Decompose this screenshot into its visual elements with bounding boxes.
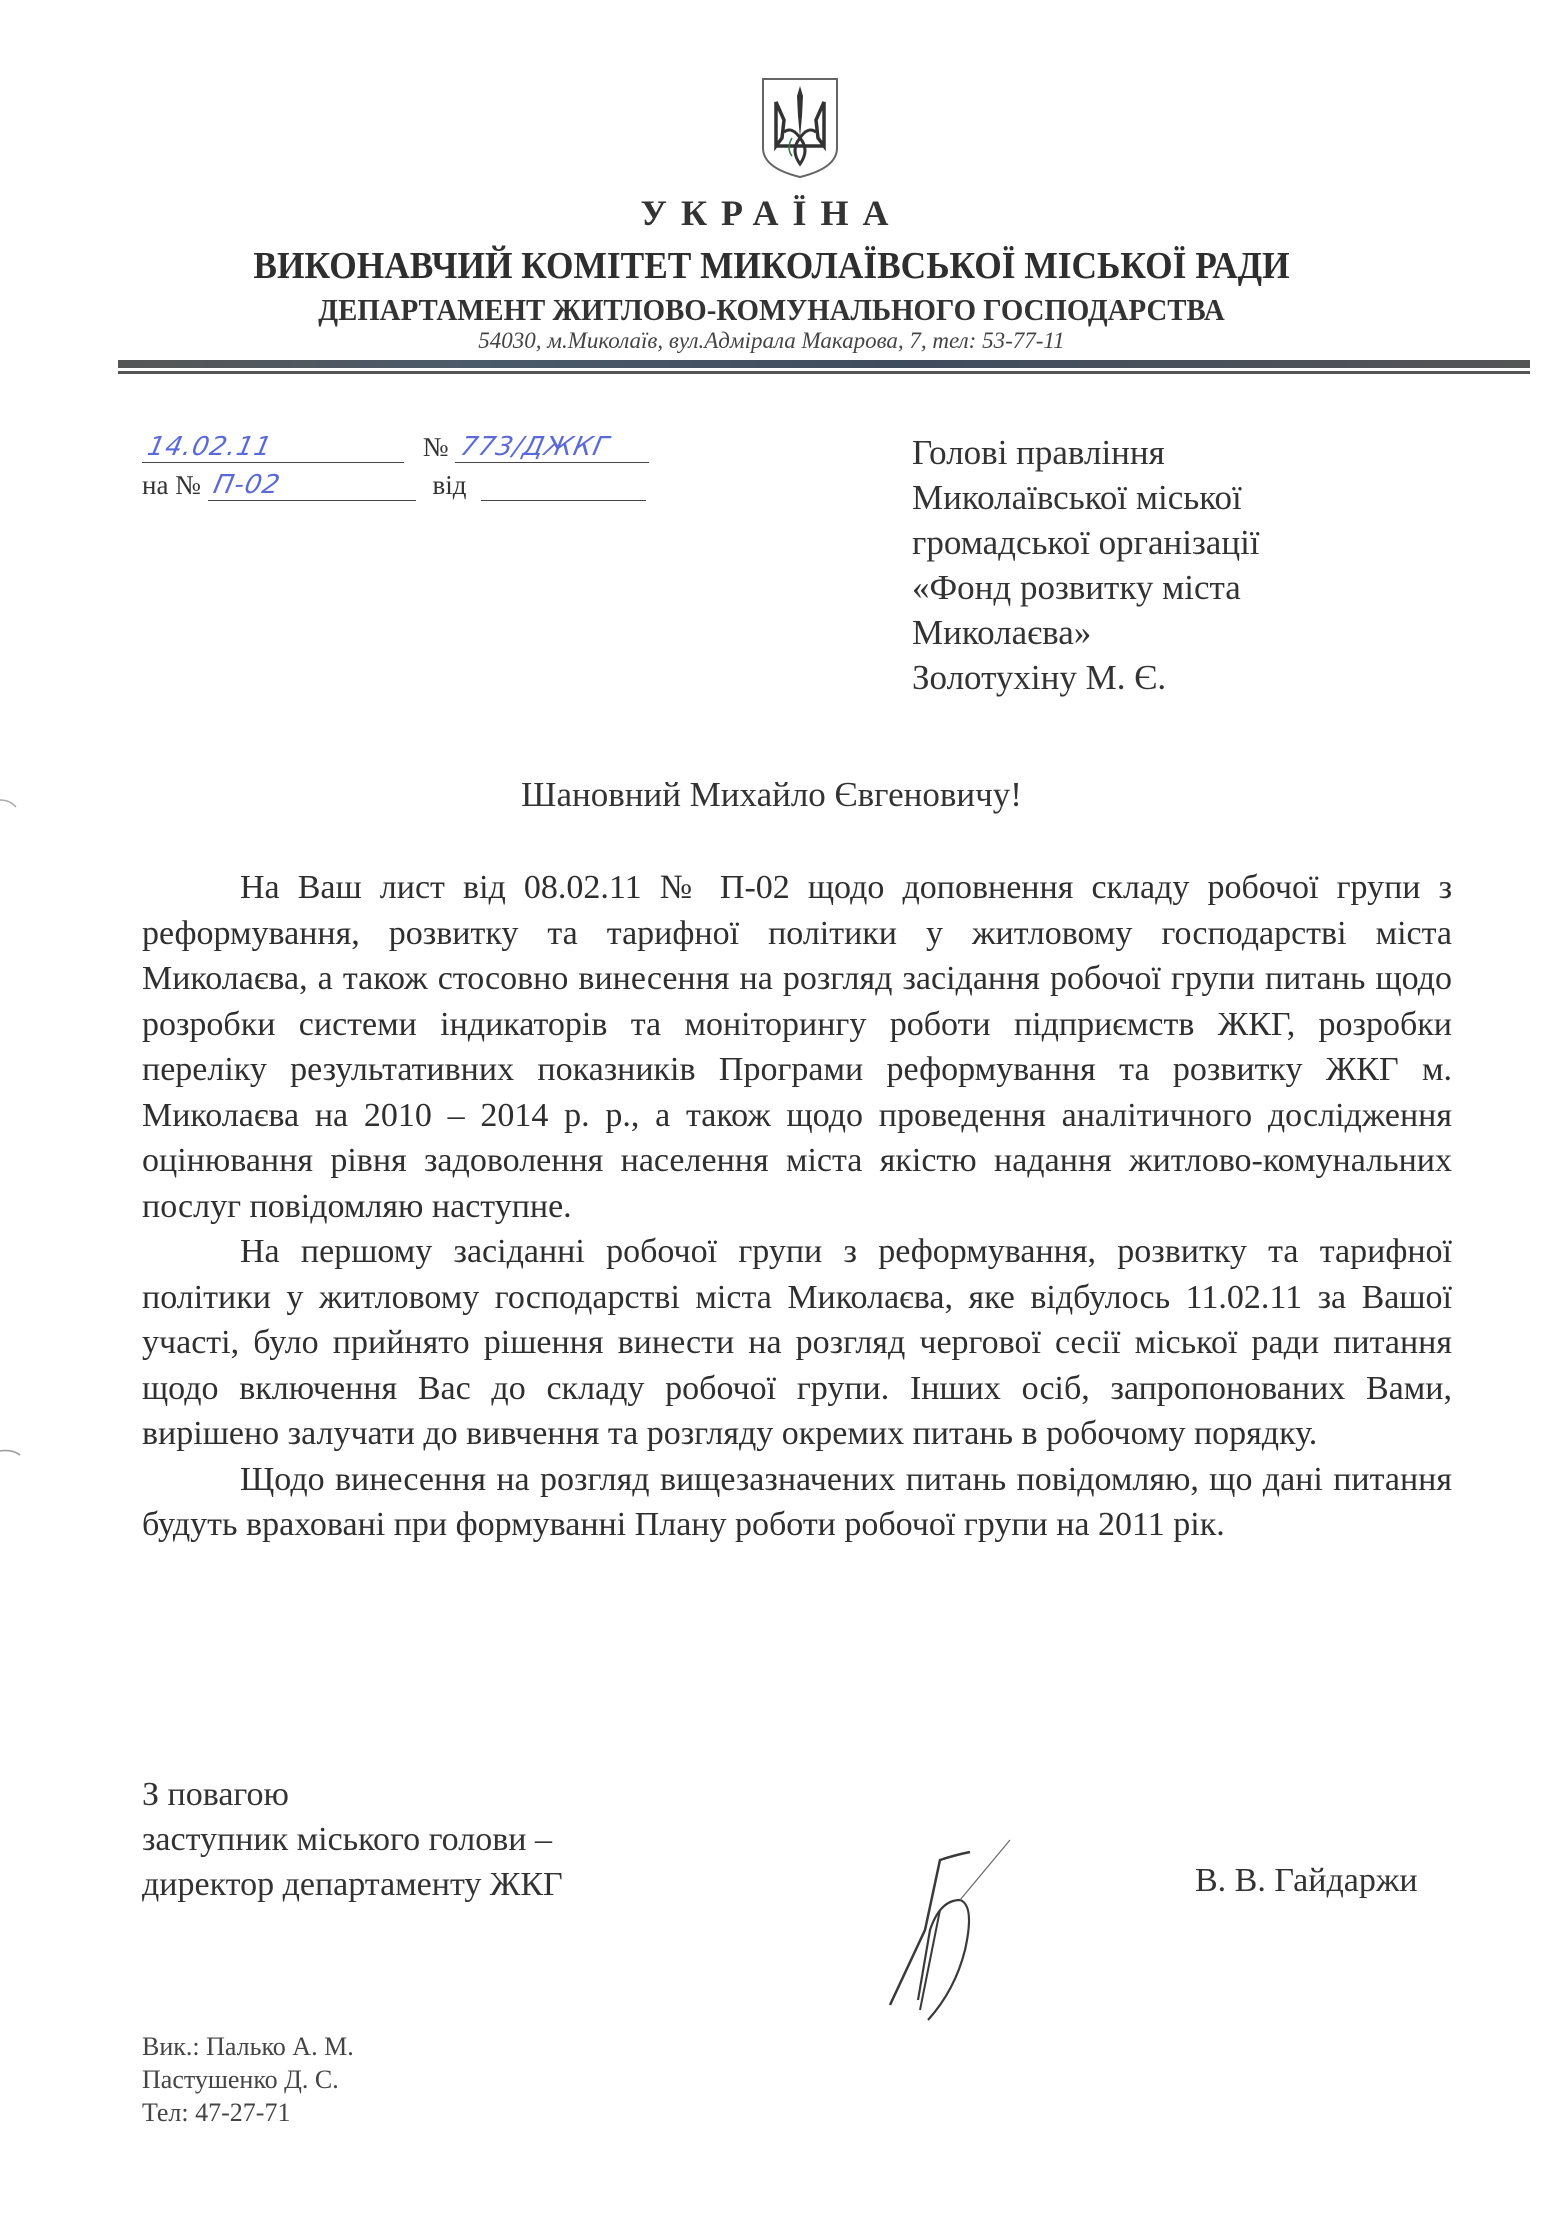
executor-line: Пастушенко Д. С. [142, 2065, 339, 2094]
outgoing-number-handwritten: 773/ДЖКГ [458, 432, 613, 462]
addressee-line: Миколаєва» [912, 613, 1092, 652]
executor-phone: Тел: 47-27-71 [142, 2098, 291, 2127]
number-label: № [422, 432, 449, 462]
header-divider-thin [118, 371, 1530, 374]
reply-to-number-field [208, 470, 416, 501]
addressee-block [912, 430, 1260, 700]
addressee-line: громадської організації [912, 523, 1260, 562]
letter-body [142, 865, 1452, 1548]
executor-block [142, 2030, 354, 2129]
addressee-line: Золотухіну М. Є. [912, 658, 1167, 697]
body-paragraph: На Ваш лист від 08.02.11 № П-02 щодо доповнення складу робочої групи з реформування, розвитку та тарифної політики у житловому господарстві міста Миколаєва, а також стосовно винесення на розгляд засідання робочої групи питань щодо розробки системи індикаторів та моніторингу роботи підприємств ЖКГ, розробки переліку результативних показників Програми реформування та розвитку ЖКГ м. Миколаєва на 2010 – 2014 р. р., а також щодо проведення аналітичного дослідження оцінювання рівня задоволення населення міста якістю надання житлово-комунальних послуг повідомляю наступне. [142, 869, 1452, 1225]
signature-icon [860, 1820, 1020, 2030]
addressee-line: Голові правління [912, 433, 1165, 472]
signer-position-line: заступник міського голови – [142, 1821, 552, 1858]
organization-title: ВИКОНАВЧИЙ КОМІТЕТ МИКОЛАЇВСЬКОЇ МІСЬКОЇ РАДИ [253, 245, 1290, 287]
coat-of-arms-icon [760, 76, 840, 180]
addressee-line: «Фонд розвитку міста [912, 568, 1241, 607]
from-date-field [481, 470, 646, 501]
outgoing-reference-row [142, 432, 649, 463]
executor-line: Вик.: Палько А. М. [142, 2032, 354, 2061]
organization-address: 54030, м.Миколаїв, вул.Адмірала Макарова, 7, тел: 53-77-11 [478, 328, 1065, 353]
signer-position-line: директор департаменту ЖКГ [142, 1866, 563, 1903]
outgoing-date-field [142, 432, 404, 463]
salutation: Шановний Михайло Євгеновичу! [521, 775, 1022, 814]
body-paragraph: Щодо винесення на розгляд вищезазначених питань повідомляю, що дані питання будуть враховані при формуванні Плану роботи робочої групи на 2011 рік. [142, 1460, 1452, 1543]
country-title: УКРАЇНА [640, 193, 903, 233]
from-label: від [432, 470, 467, 500]
reply-to-number-handwritten: П-02 [210, 470, 283, 500]
department-title: ДЕПАРТАМЕНТ ЖИТЛОВО-КОМУНАЛЬНОГО ГОСПОДАРСТВА [318, 292, 1225, 327]
incoming-reference-row [142, 470, 646, 501]
closing-block [142, 1772, 563, 1907]
outgoing-number-field [455, 432, 649, 463]
scan-artifact-mark [0, 1445, 22, 1455]
scan-artifact-mark [0, 795, 22, 805]
addressee-line: Миколаївської міської [912, 478, 1242, 517]
body-paragraph: На першому засіданні робочої групи з реформування, розвитку та тарифної політики у житловому господарстві міста Миколаєва, яке відбулось 11.02.11 за Вашої участі, було прийнято рішення винести на розгляд чергової сесії міської ради питання щодо включення Вас до складу робочої групи. Інших осіб, запропонованих Вами, вирішено залучати до вивчення та розгляду окремих питань в робочому порядку. [142, 1233, 1452, 1452]
signer-name: В. В. Гайдаржи [1195, 1862, 1418, 1899]
reply-to-label: на № [142, 470, 201, 500]
outgoing-date-handwritten: 14.02.11 [144, 432, 275, 462]
header-divider-thick [118, 360, 1530, 368]
closing-line: З повагою [142, 1776, 289, 1813]
